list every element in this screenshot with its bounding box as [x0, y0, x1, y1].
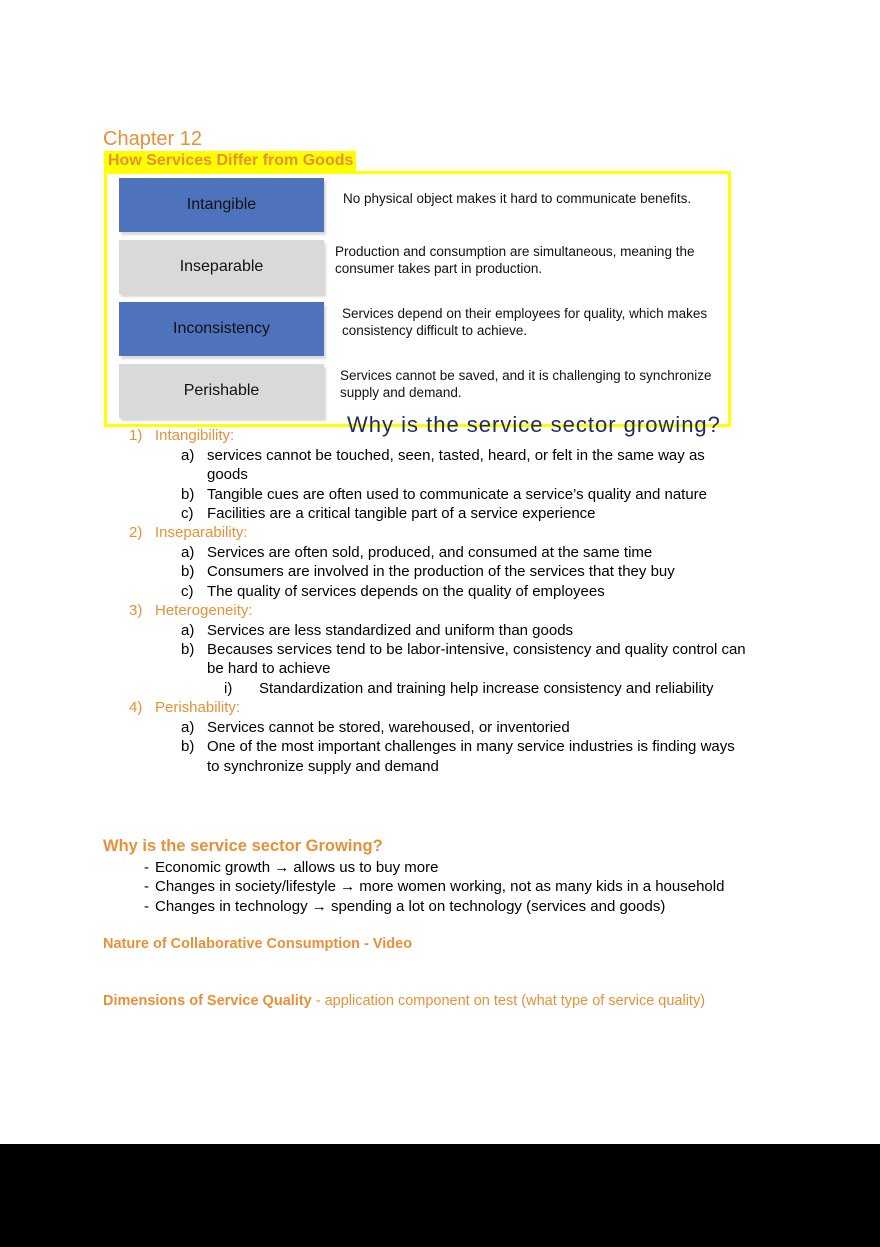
list-item-continued: goods [207, 466, 248, 483]
list-item: The quality of services depends on the quality of employees [207, 583, 605, 600]
figure-row-inconsistency [117, 302, 727, 358]
section-title: How Services Differ from Goods [104, 151, 356, 171]
quality-line [103, 992, 705, 1011]
overlapping-cropped-text: Why is the service sector growing? [347, 412, 721, 437]
list-item: One of the most important challenges in many service industries is finding ways [207, 738, 735, 755]
list-heading-number: 2) [129, 524, 143, 541]
black-bottom-bar [0, 1144, 880, 1247]
list-subitem: Standardization and training help increase consistency and reliability [259, 680, 714, 697]
list-item: Facilities are a critical tangible part of a service experience [207, 505, 596, 522]
figure-label: Inconsistency [119, 302, 324, 356]
figure-label: Perishable [119, 364, 324, 418]
list-item-letter: b) [181, 641, 195, 658]
list-item-letter: a) [181, 447, 195, 464]
bullet-marker: - [144, 859, 149, 876]
list-item: Services cannot be stored, warehoused, or inventoried [207, 719, 570, 736]
list-item-letter: a) [181, 719, 195, 736]
list-item-continued: to synchronize supply and demand [207, 758, 439, 775]
list-item: Becauses services tend to be labor-intensive, consistency and quality control can [207, 641, 746, 658]
list-item-letter: b) [181, 563, 195, 580]
figure-row-intangible [117, 178, 727, 234]
list-item-letter: c) [181, 505, 194, 522]
quality-note: - application component on test (what type of service quality) [311, 993, 706, 1009]
bullet-marker: - [144, 878, 149, 895]
bullet-marker: - [144, 898, 149, 915]
figure-desc: No physical object makes it hard to communicate benefits. [343, 191, 692, 206]
list-heading: Intangibility: [155, 427, 235, 444]
list-heading-number: 4) [129, 699, 143, 716]
quality-heading: Dimensions of Service Quality [103, 993, 312, 1009]
list-heading: Perishability: [155, 699, 241, 716]
list-item: services cannot be touched, seen, tasted, heard, or felt in the same way as [207, 447, 705, 464]
figure-desc: Production and consumption are simultaneous, meaning the consumer takes part in production. [335, 244, 695, 276]
figure-label: Inseparable [119, 240, 324, 294]
bullet-item: Economic growth → allows us to buy more [155, 859, 439, 876]
bullet-item: Changes in technology → spending a lot on technology (services and goods) [155, 898, 666, 915]
list-item-letter: b) [181, 486, 195, 503]
list-heading-number: 1) [129, 427, 143, 444]
list-item: Services are less standardized and uniform than goods [207, 622, 574, 639]
bullet-item: Changes in society/lifestyle → more women working, not as many kids in a household [155, 878, 725, 895]
list-item-continued: be hard to achieve [207, 660, 331, 677]
chapter-title: Chapter 12 [103, 128, 202, 150]
list-subitem-numeral: i) [224, 680, 233, 697]
figure-desc: Services depend on their employees for quality, which makes consistency difficult to achieve. [342, 306, 708, 338]
list-item: Consumers are involved in the production of the services that they buy [207, 563, 675, 580]
list-heading: Heterogeneity: [155, 602, 253, 619]
list-item: Services are often sold, produced, and consumed at the same time [207, 544, 653, 561]
figure-desc: Services cannot be saved, and it is challenging to synchronize supply and demand. [340, 368, 712, 400]
collab-heading: Nature of Collaborative Consumption - Video [103, 936, 413, 952]
growth-heading: Why is the service sector Growing? [103, 837, 383, 855]
list-item-letter: b) [181, 738, 195, 755]
list-heading: Inseparability: [155, 524, 248, 541]
list-heading-number: 3) [129, 602, 143, 619]
list-item: Tangible cues are often used to communicate a service’s quality and nature [207, 486, 708, 503]
figure-label: Intangible [119, 178, 324, 232]
list-item-letter: a) [181, 544, 195, 561]
figure-row-inseparable [117, 240, 727, 296]
list-item-letter: a) [181, 622, 195, 639]
list-item-letter: c) [181, 583, 194, 600]
